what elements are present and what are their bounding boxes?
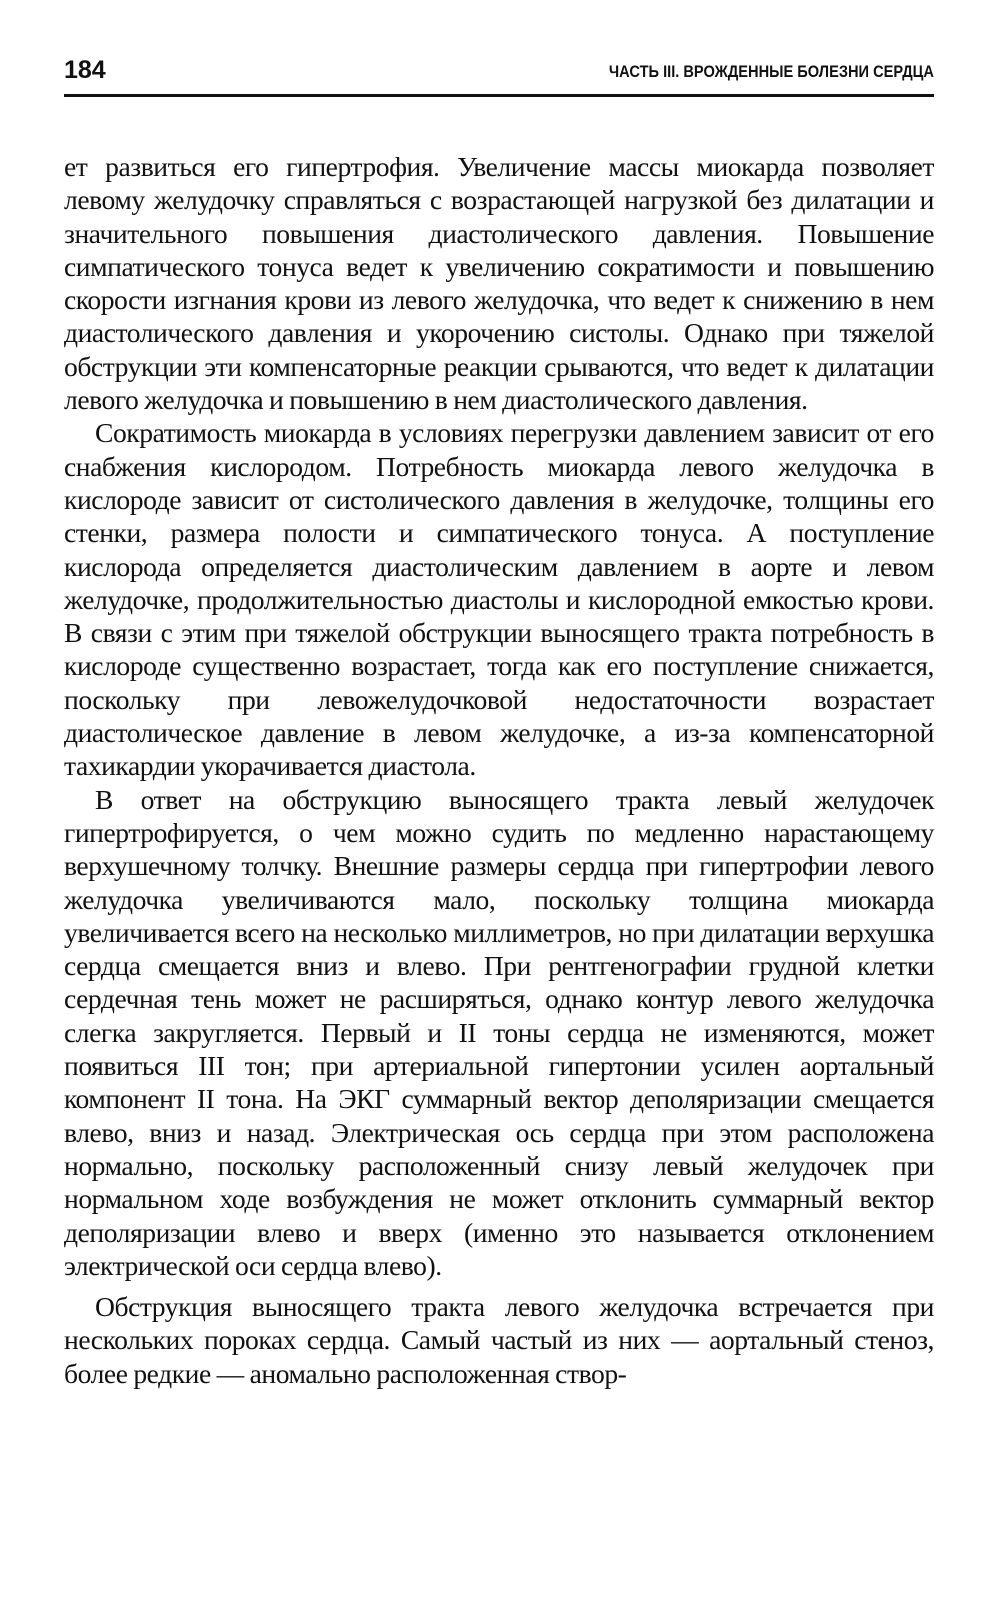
paragraph-continuation: ет развиться его гипертрофия. Увеличение массы миокарда позволяет левому желудочку справляться с возрастающей нагрузкой без дилатации и значительного повышения диастолического давления. Повышение симпатического тонуса ведет к увеличению сократимости и повышению скорости изгнания крови из левого желудочка, что ведет к снижению в нем диастолического давления и укорочению систолы. Однако при тяжелой обструкции эти компенсаторные реакции срываются, что ведет к дилатации левого желудочка и повышению в нем диастолического давления. <box>64 151 934 416</box>
page-header <box>64 50 934 97</box>
paragraph-contractility: Сократимость миокарда в условиях перегрузки давлением зависит от его снабжения кислородом. Потребность миокарда левого желудочка в кислороде зависит от систолического давления в желудочке, толщины его стенки, размера полости и симпатического тонуса. А поступление кислорода определяется диастолическим давлением в аорте и левом желудочке, продолжительностью диастолы и кислородной емкостью крови. В связи с этим при тяжелой обструкции выносящего тракта потребность в кислороде существенно возрастает, тогда как его поступление снижается, поскольку при левожелудочковой недостаточности возрастает диастолическое давление в левом желудочке, а из-за компенсаторной тахикардии укорачивается диастола. <box>64 417 934 782</box>
paragraph-obstruction: Обструкция выносящего тракта левого желудочка встречается при нескольких пороках сердца. Самый частый из них — аортальный стеноз, более редкие — аномально расположенная створ- <box>64 1291 934 1389</box>
running-head: ЧАСТЬ III. ВРОЖДЕННЫЕ БОЛЕЗНИ СЕРДЦА <box>609 62 934 81</box>
page-number: 184 <box>64 56 106 84</box>
body-text <box>64 150 934 1390</box>
paragraph-hypertrophy: В ответ на обструкцию выносящего тракта левый желудочек гипертрофируется, о чем можно судить по медленно нарастающему верхушечному толчку. Внешние размеры сердца при гипертрофии левого желудочка увеличиваются мало, поскольку толщина миокарда увеличивается всего на несколько миллиметров, но при дилатации верхушка сердца смещается вниз и влево. При рентгенографии грудной клетки сердечная тень может не расширяться, однако контур левого желудочка слегка закругляется. Первый и II тоны сердца не изменяются, может появиться III тон; при артериальной гипертонии усилен аортальный компонент II тона. На ЭКГ суммарный вектор деполяризации смещается влево, вниз и назад. Электрическая ось сердца при этом расположена нормально, поскольку расположенный снизу левый желудочек при нормальном ходе возбуждения не может отклонить суммарный вектор деполяризации влево и вверх (именно это называется отклонением электрической оси сердца влево). <box>64 783 934 1281</box>
